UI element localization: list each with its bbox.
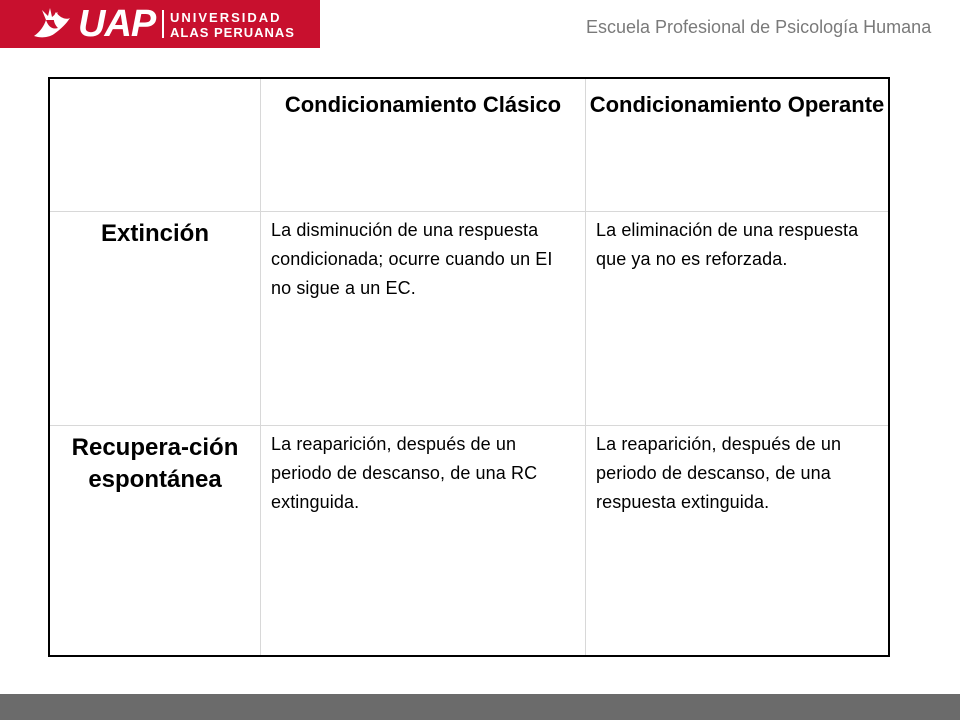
footer-bar bbox=[0, 694, 960, 720]
school-name: Escuela Profesional de Psicología Humana bbox=[586, 17, 932, 37]
logo-line-2: ALAS PERUANAS bbox=[170, 25, 295, 40]
header bbox=[0, 0, 960, 52]
comparison-table bbox=[48, 77, 890, 657]
logo-line-1: UNIVERSIDAD bbox=[170, 10, 282, 25]
column-header-classic: Condicionamiento Clásico bbox=[261, 79, 586, 212]
logo-acronym: UAP bbox=[78, 3, 156, 45]
cell-recuperacion-operant: La reaparición, después de un periodo de descanso, de una respuesta extinguida. bbox=[596, 434, 842, 512]
cell-extincion-operant: La eliminación de una respuesta que ya no es reforzada. bbox=[586, 212, 888, 426]
column-header-operant: Condicionamiento Operante bbox=[586, 79, 888, 212]
condor-emblem-icon bbox=[32, 6, 72, 42]
corner-header-cell bbox=[50, 79, 261, 212]
row-header-extincion: Extinción bbox=[50, 212, 261, 426]
cell-extincion-classic: La disminución de una respuesta condicionada; ocurre cuando un EI no sigue a un EC. bbox=[261, 212, 586, 426]
cell-recuperacion-classic: La reaparición, después de un periodo de descanso, de una RC extinguida. bbox=[261, 426, 586, 655]
row-header-recuperacion: Recupera-ción espontánea bbox=[50, 426, 261, 655]
logo-divider bbox=[162, 10, 164, 38]
university-logo bbox=[0, 0, 320, 48]
